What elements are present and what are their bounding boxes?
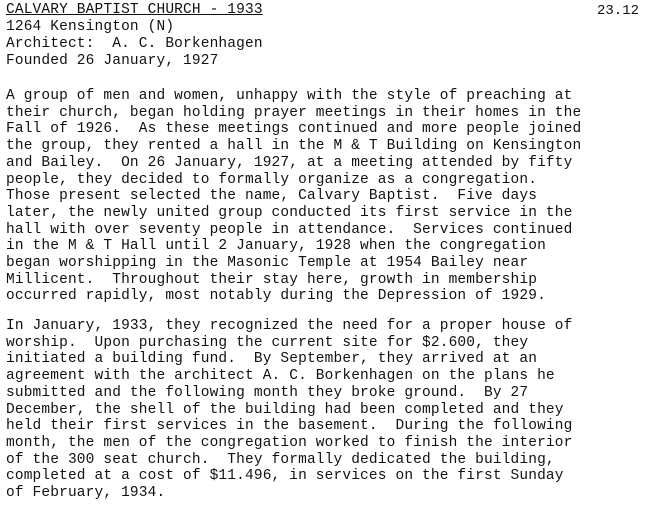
paragraph-line: began worshipping in the Masonic Temple at 1954 Bailey near <box>6 255 529 272</box>
document-header <box>6 2 566 70</box>
paragraph-line: agreement with the architect A. C. Borkenhagen on the plans he <box>6 368 555 385</box>
paragraph-line: completed at a cost of $11.496, in services on the first Sunday <box>6 468 564 485</box>
paragraph-line: held their first services in the basement. During the following <box>6 418 573 435</box>
paragraph-line: submitted and the following month they broke ground. By 27 <box>6 384 529 401</box>
paragraph-history <box>6 88 642 305</box>
paragraph-line: In January, 1933, they recognized the need for a proper house of <box>6 318 573 334</box>
paragraph-line: Those present selected the name, Calvary Baptist. Five days <box>6 188 538 205</box>
paragraph-line: of February, 1934. <box>6 485 166 502</box>
address-line: 1264 Kensington (N) <box>6 19 175 35</box>
paragraph-line: the group, they rented a hall in the M & T Building on Kensington <box>6 138 582 155</box>
paragraph-line: worship. Upon purchasing the current site for $2.600, they <box>6 334 529 351</box>
document-title: CALVARY BAPTIST CHURCH - 1933 <box>6 2 263 18</box>
paragraph-building <box>6 318 642 502</box>
paragraph-line: hall with over seventy people in attendance. Services continued <box>6 221 573 238</box>
paragraph-line: month, the men of the congregation worked to finish the interior <box>6 434 573 451</box>
paragraph-line: people, they decided to formally organize as a congregation. <box>6 171 538 188</box>
architect-line: Architect: A. C. Borkenhagen <box>6 36 263 52</box>
paragraph-line: initiated a building fund. By September, they arrived at an <box>6 351 538 368</box>
paragraph-line: A group of men and women, unhappy with the style of preaching at <box>6 88 573 104</box>
paragraph-line: Millicent. Throughout their stay here, growth in membership <box>6 271 538 288</box>
paragraph-line: later, the newly united group conducted its first service in the <box>6 204 573 221</box>
page-number: 23.12 <box>596 3 639 19</box>
paragraph-line: in the M & T Hall until 2 January, 1928 when the congregation <box>6 238 546 255</box>
founded-line: Founded 26 January, 1927 <box>6 53 219 69</box>
paragraph-line: and Bailey. On 26 January, 1927, at a meeting attended by fifty <box>6 154 573 171</box>
paragraph-line: occurred rapidly, most notably during the Depression of 1929. <box>6 288 546 305</box>
paragraph-line: of the 300 seat church. They formally dedicated the building, <box>6 451 555 468</box>
paragraph-line: December, the shell of the building had been completed and they <box>6 401 564 418</box>
paragraph-line: their church, began holding prayer meetings in their homes in the <box>6 104 582 121</box>
paragraph-line: Fall of 1926. As these meetings continued and more people joined <box>6 121 582 138</box>
